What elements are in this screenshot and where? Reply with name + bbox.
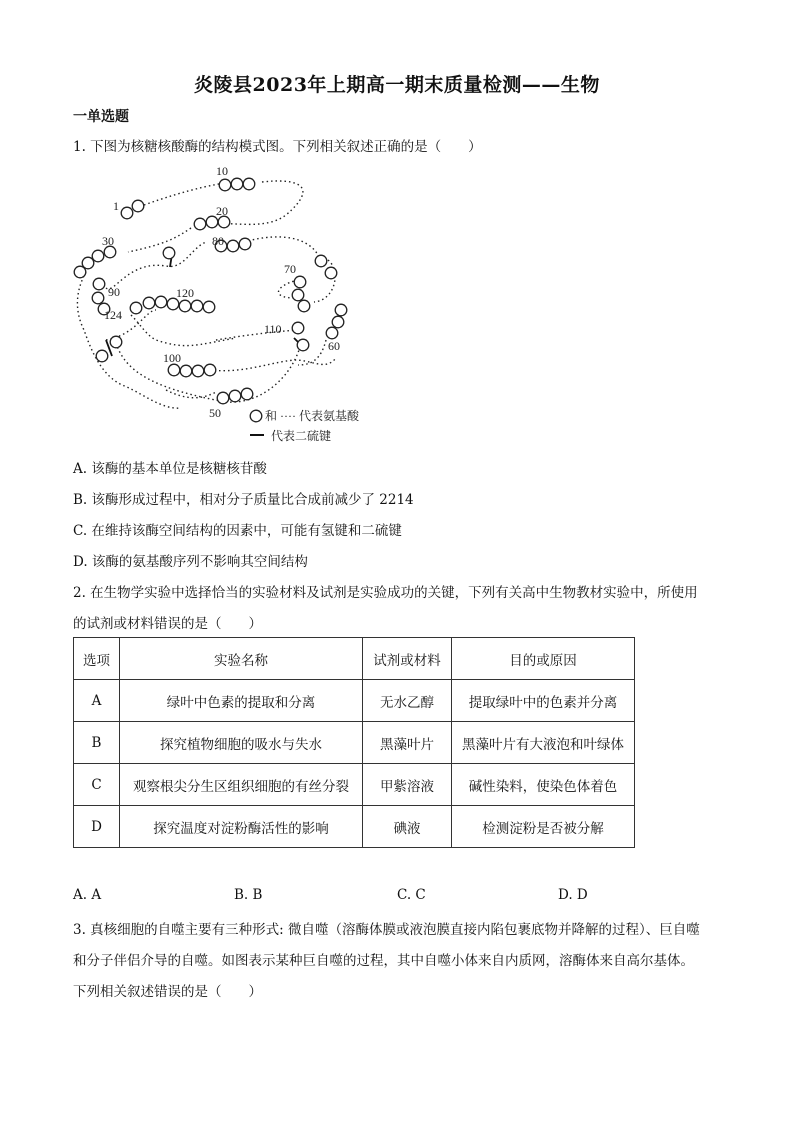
- q3-stem-line3: 下列相关叙述错误的是（ ）: [73, 984, 262, 1000]
- cell-experiment: 观察根尖分生区组织细胞的有丝分裂: [120, 764, 363, 806]
- cell-experiment: 探究植物细胞的吸水与失水: [120, 722, 363, 764]
- table-row: [74, 680, 635, 722]
- cell-option: D: [74, 806, 120, 848]
- q2-stem-line1: 2. 在生物学实验中选择恰当的实验材料及试剂是实验成功的关键，下列有关高中生物教材实验中，所使用: [73, 585, 698, 601]
- residue-label-124: 124: [104, 308, 122, 322]
- q2-answer-d: D. D: [558, 887, 588, 903]
- q1-option-a: A. 该酶的基本单位是核糖核苷酸: [73, 461, 267, 477]
- header-experiment: 实验名称: [120, 638, 363, 680]
- cell-reagent: 无水乙醇: [363, 680, 452, 722]
- residue-label-60: 60: [328, 339, 340, 353]
- q3-stem-line1: 3. 真核细胞的自噬主要有三种形式: 微自噬（溶酶体膜或液泡膜直接内陷包裹底物并降解的过程）、巨自噬: [73, 922, 700, 938]
- q2-answer-c: C. C: [397, 887, 426, 903]
- table-row: [74, 806, 635, 848]
- cell-reagent: 甲紫溶液: [363, 764, 452, 806]
- header-option: 选项: [74, 638, 120, 680]
- residue-label-30: 30: [102, 234, 114, 248]
- cell-option: A: [74, 680, 120, 722]
- table-row: [74, 722, 635, 764]
- legend-disulfide: 代表二硫键: [271, 429, 332, 443]
- q1-stem: 1. 下图为核糖核酸酶的结构模式图。下列相关叙述正确的是（ ）: [73, 139, 482, 155]
- page-title: 炎陵县2023年上期高一期末质量检测——生物: [194, 74, 600, 96]
- residue-label-10: 10: [216, 164, 228, 178]
- cell-experiment: 绿叶中色素的提取和分离: [120, 680, 363, 722]
- residue-label-70: 70: [284, 262, 296, 276]
- header-purpose: 目的或原因: [452, 638, 635, 680]
- header-reagent: 试剂或材料: [363, 638, 452, 680]
- cell-purpose: 黑藻叶片有大液泡和叶绿体: [452, 722, 635, 764]
- q1-option-b: B. 该酶形成过程中，相对分子质量比合成前减少了 2214: [73, 492, 414, 508]
- q2-answer-a: A. A: [73, 887, 102, 903]
- q1-option-c: C. 在维持该酶空间结构的因素中，可能有氢键和二硫键: [73, 523, 402, 539]
- cell-purpose: 提取绿叶中的色素并分离: [452, 680, 635, 722]
- residue-label-80: 80: [212, 234, 224, 248]
- table-row: [74, 764, 635, 806]
- q2-stem-line2: 的试剂或材料错误的是（ ）: [73, 616, 262, 632]
- residue-label-50: 50: [209, 406, 221, 420]
- residue-label-100: 100: [163, 351, 181, 365]
- cell-purpose: 检测淀粉是否被分解: [452, 806, 635, 848]
- q2-answer-b: B. B: [234, 887, 263, 903]
- cell-reagent: 黑藻叶片: [363, 722, 452, 764]
- legend-amino-acid: 和 ···· 代表氨基酸: [265, 409, 359, 423]
- residue-label-110: 110: [264, 322, 282, 336]
- cell-purpose: 碱性染料，使染色体着色: [452, 764, 635, 806]
- residue-label-1: 1: [113, 199, 119, 213]
- experiment-table: [73, 637, 635, 848]
- cell-experiment: 探究温度对淀粉酶活性的影响: [120, 806, 363, 848]
- cell-reagent: 碘液: [363, 806, 452, 848]
- ribonuclease-structure-diagram: [66, 160, 396, 450]
- residue-label-20: 20: [216, 204, 228, 218]
- q1-option-d: D. 该酶的氨基酸序列不影响其空间结构: [73, 554, 308, 570]
- residue-label-90: 90: [108, 285, 120, 299]
- section-heading: 一单选题: [73, 109, 129, 125]
- cell-option: B: [74, 722, 120, 764]
- table-header-row: [74, 638, 635, 680]
- residue-label-120: 120: [176, 286, 194, 300]
- q3-stem-line2: 和分子伴侣介导的自噬。如图表示某种巨自噬的过程，其中自噬小体来自内质网，溶酶体来自高尔基体。: [73, 953, 694, 969]
- cell-option: C: [74, 764, 120, 806]
